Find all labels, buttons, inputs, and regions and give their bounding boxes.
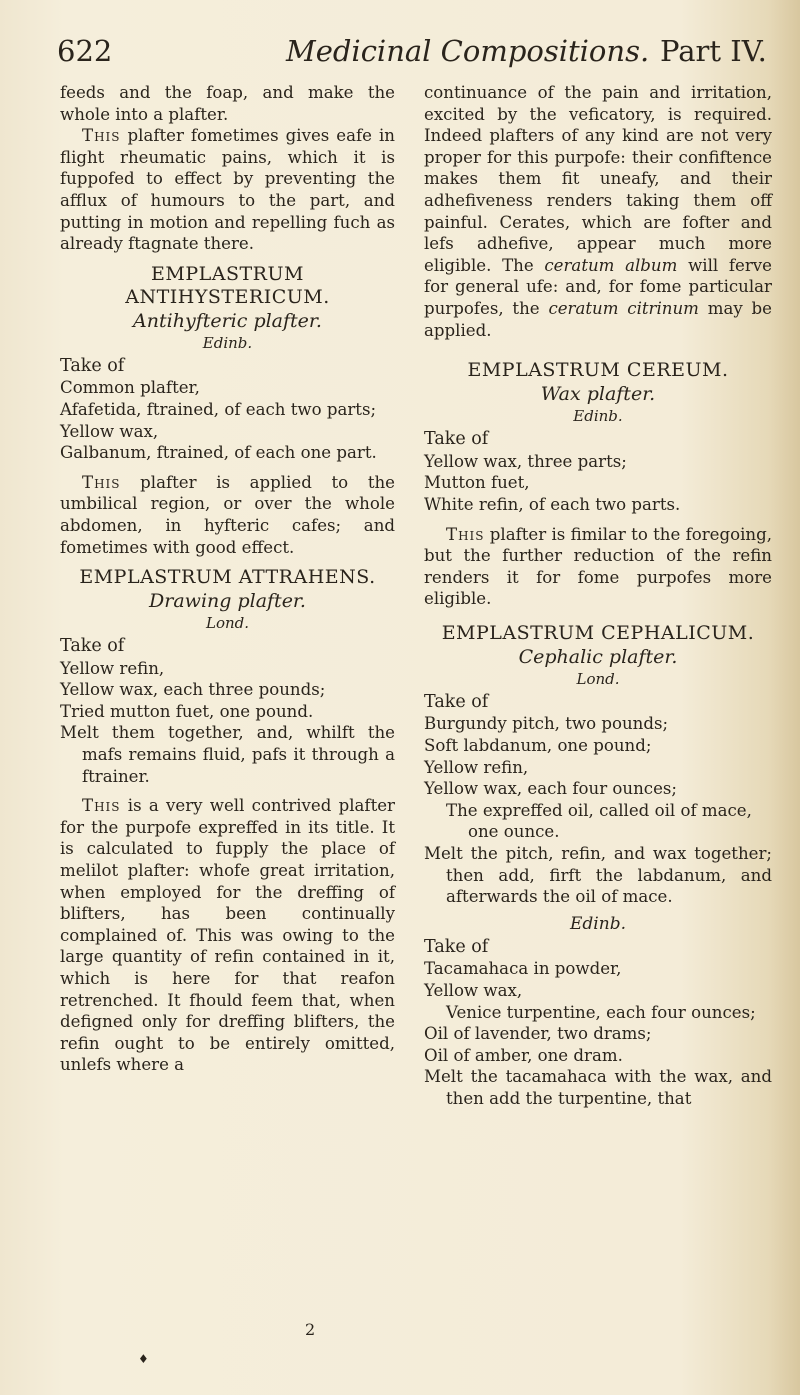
paragraph: This plafter fometimes gives eafe in flight rheumatic pains, which it is fuppofed to effect by preventing the afflux of humours to the part, and putting in motion and repelling fuch as already ftagnate there. <box>60 126 395 254</box>
ingredient: Burgundy pitch, two pounds; <box>424 714 669 734</box>
recipe-heading: EMPLASTRUM CEPHALICUM. <box>441 621 755 644</box>
method: Melt the pitch, refin, and wax together; then add, firft the labdanum, and afterwards the oil of mace. <box>424 844 772 907</box>
paragraph: This plafter is applied to the umbilical region, or over the whole abdomen, in hyfteric cafes; and fometimes with good effect. <box>60 472 395 557</box>
ingredient: Mutton fuet, <box>424 473 530 493</box>
right-column <box>424 82 772 1110</box>
recipe-english-name: Wax plafter. <box>540 383 656 406</box>
recipe-heading: EMPLASTRUM ANTIHYSTERICUM. <box>125 262 330 308</box>
ingredient: Venice turpentine, each four ounces; <box>446 1002 756 1022</box>
take-of: Take of <box>424 429 489 450</box>
ingredient: Galbanum, ftrained, of each one part. <box>60 443 377 463</box>
recipe-source: Edinb. <box>570 913 626 934</box>
running-title: Medicinal Compositions. <box>286 34 650 68</box>
page-number: 622 <box>57 34 113 68</box>
recipe-source: Edinb. <box>573 407 623 426</box>
recipe-source: Lond. <box>576 669 620 688</box>
recipe-english-name: Antihyfteric plafter. <box>133 309 322 332</box>
paragraph: feeds and the foap, and make the whole into a plafter. <box>60 83 395 124</box>
paragraph: This plafter is fimilar to the foregoing, but the further reduction of the refin renders it for fome purpofes more eligible. <box>424 524 772 609</box>
ingredient: Afafetida, ftrained, of each two parts; <box>60 399 377 419</box>
running-header <box>0 34 800 74</box>
recipe-heading: EMPLASTRUM ATTRAHENS. <box>79 566 376 589</box>
part-label: Part IV. <box>660 34 767 68</box>
ingredient: Yellow wax, <box>60 421 159 441</box>
paragraph: continuance of the pain and irritation, excited by the veficatory, is required. Indeed plafters of any kind are not very proper for this purpofe: their confiftence makes them fit uneafy, and their adhefiveness renders taking them off painful. Cerates, which are fofter and lefs adhefive, appear much more eligible. The ceratum album will ferve for general ufe: and, for fome particular purpofes, the ceratum citrinum may be applied. <box>424 83 772 340</box>
recipe-english-name: Drawing plafter. <box>149 590 306 613</box>
ingredient: Tacamahaca in powder, <box>424 959 622 979</box>
ingredient: Common plafter, <box>60 378 200 398</box>
ingredient: Oil of amber, one dram. <box>424 1045 623 1065</box>
ingredient: White refin, of each two parts. <box>424 494 681 514</box>
signature-mark: 2 <box>305 1320 316 1339</box>
take-of: Take of <box>60 355 125 376</box>
paragraph: This is a very well contrived plafter for the purpofe expreffed in its title. It is calculated to fupply the place of melilot plafter: whofe great irritation, when employed for the dreffing of blifters, has been continually complained of. This was owing to the large quantity of refin contained in it, which is here for that reafon retrenched. It fhould feem that, when defigned only for dreffing blifters, the refin ought to be entirely omitted, unlefs where a <box>60 796 395 1075</box>
ingredient: Oil of lavender, two drams; <box>424 1024 652 1044</box>
method: Melt them together, and, whilft the mafs remains fluid, pafs it through a ftrainer. <box>60 723 395 786</box>
ingredient: Yellow wax, <box>424 981 523 1000</box>
take-of: Take of <box>60 636 125 657</box>
ingredient: The expreffed oil, called oil of mace, one ounce. <box>446 800 752 842</box>
take-of: Take of <box>424 691 489 712</box>
ingredient: Yellow refin, <box>424 757 529 777</box>
printer-mark: ♦ <box>138 1352 149 1366</box>
ingredient: Yellow wax, three parts; <box>424 451 627 471</box>
recipe-source: Lond. <box>205 614 250 633</box>
method: Melt the tacamahaca with the wax, and then add the turpentine, that <box>424 1067 772 1108</box>
recipe-english-name: Cephalic plafter. <box>518 645 678 668</box>
left-column <box>60 82 395 1076</box>
recipe-heading: EMPLASTRUM CEREUM. <box>467 359 729 382</box>
ingredient: Yellow refin, <box>60 658 165 678</box>
ingredient: Soft labdanum, one pound; <box>424 736 652 756</box>
ingredient: Tried mutton fuet, one pound. <box>60 701 314 721</box>
ingredient: Yellow wax, each four ounces; <box>424 779 677 799</box>
ingredient: Yellow wax, each three pounds; <box>60 680 326 700</box>
recipe-source: Edinb. <box>202 333 253 352</box>
take-of: Take of <box>424 936 489 957</box>
